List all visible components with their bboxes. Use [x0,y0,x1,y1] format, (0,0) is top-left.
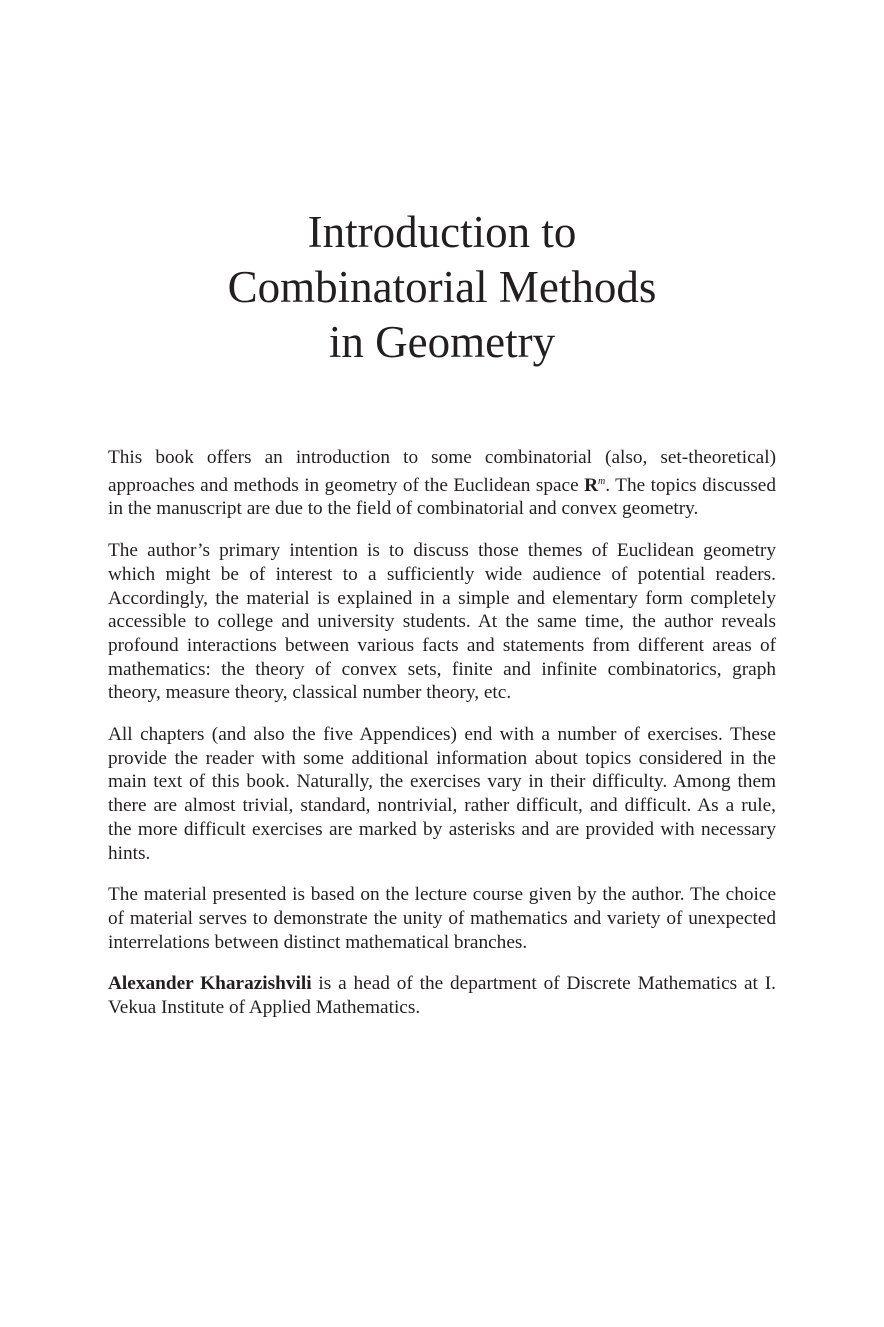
paragraph-intro-text-end: . The topics discussed in the manuscript are due to the field of combinatorial and convex geometry. [108,474,776,520]
paragraph-intro [108,446,776,521]
title-line-2: Combinatorial Methods [227,262,657,312]
euclidean-space-symbol: R [584,474,599,496]
paragraph-author [108,972,776,1019]
book-description [108,446,776,1038]
paragraph-exercises: All chapters (and also the five Appendices) end with a number of exercises. These provide the reader with some additional information about topics considered in the main text of this book. Naturally, the exercises vary in their difficulty. Among them there are almost trivial, standard, nontrivial, rather difficult, and difficult. As a rule, the more difficult exercises are marked by asterisks and are provided with necessary hints. [108,724,776,864]
paragraph-intention: The author’s primary intention is to discuss those themes of Euclidean geometry which might be of interest to a sufficiently wide audience of potential readers. Accordingly, the material is explained in a simple and elementary form completely accessible to college and university students. At the same time, the author reveals profound interactions between various facts and statements from different areas of mathematics: the theory of convex sets, finite and infinite combinatorics, graph theory, measure theory, classical number theory, etc. [108,540,776,704]
title-line-1: Introduction to [307,207,577,257]
paragraph-intro-text-start: This book offers an introduction to some combinatorial (also, set-theoretical) approaches and methods in geometry of the Euclidean space [108,447,776,496]
paragraph-material: The material presented is based on the lecture course given by the author. The choice of material serves to demonstrate the unity of mathematics and variety of unexpected interrelations between distinct mathematical branches. [108,884,776,953]
author-bio: is a head of the department of Discrete Mathematics at I. Vekua Institute of Applied Mathematics. [108,973,776,1019]
title-line-3: in Geometry [328,317,556,367]
euclidean-space-exponent: m [598,475,606,487]
author-name: Alexander Kharazishvili [108,973,312,995]
book-title [0,205,884,370]
